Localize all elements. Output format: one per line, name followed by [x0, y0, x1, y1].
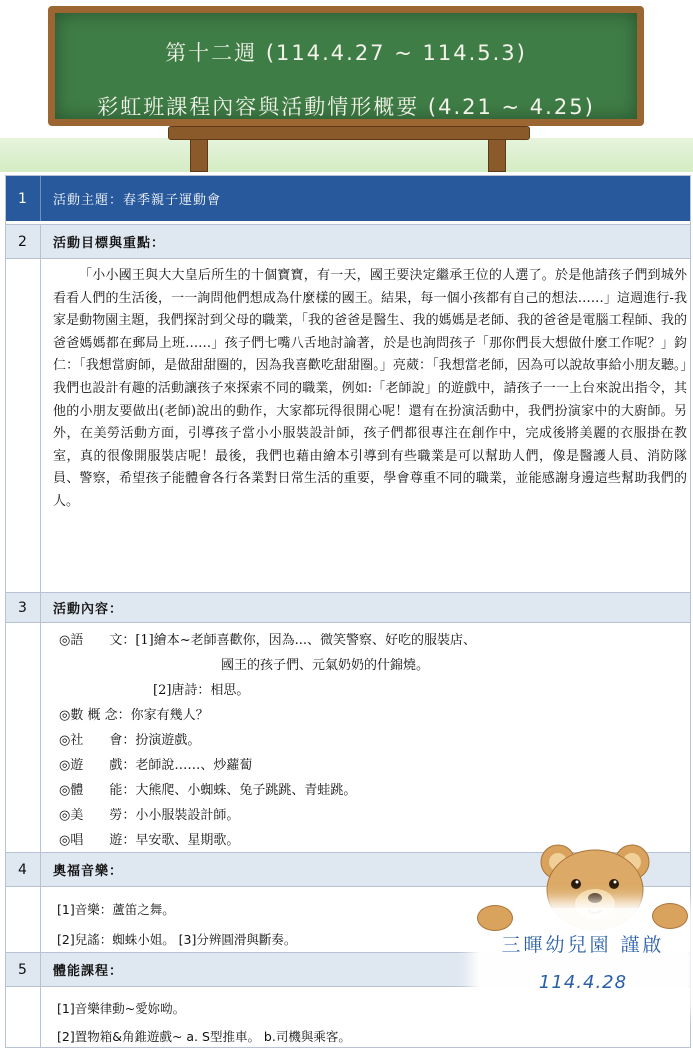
activity-line-social: ◎社 會：扮演遊戲。	[59, 733, 201, 748]
table-border-bottom	[5, 1047, 691, 1048]
section-number: 2	[5, 225, 41, 258]
section-label-activities: 活動內容：	[53, 602, 124, 617]
section-number: 5	[5, 953, 41, 986]
page-title-summary: 彩虹班課程內容與活動情形概要 (4.21 ~ 4.25)	[97, 95, 595, 119]
pe-line-1: [1]音樂律動~愛妳呦。	[57, 1001, 186, 1016]
table-border-right	[690, 175, 691, 1048]
activity-line-pe: ◎體 能：大熊爬、小蜘蛛、兔子跳跳、青蛙跳。	[59, 783, 357, 798]
number-cell-empty	[5, 987, 41, 1048]
orff-line-2: [2]兒謠：蜘蛛小姐。 [3]分辨圓滑與斷奏。	[57, 932, 297, 947]
activity-line-language: ◎語 文：[1]繪本~老師喜歡你，因為...、微笑警察、好吃的服裝店、	[59, 633, 477, 648]
pe-line-2: [2]置物箱&角錐遊戲~ a. S型推車。 b.司機與乘客。	[57, 1029, 351, 1044]
bear-paw-right-icon	[652, 903, 688, 929]
activity-line-math: ◎數 概 念：你家有幾人？	[59, 708, 209, 723]
activity-line-music: ◎唱 遊：早安歌、星期歌。	[59, 833, 240, 848]
section-number: 1	[5, 176, 41, 221]
section-row-2	[5, 224, 691, 258]
header-banner	[0, 0, 693, 172]
easel-crossbar	[168, 126, 530, 140]
section-number: 4	[5, 853, 41, 886]
grass-strip	[0, 138, 693, 172]
number-cell-empty	[5, 887, 41, 952]
section-label-theme: 活動主題：春季親子運動會	[53, 193, 222, 208]
table-border-left	[5, 175, 6, 1048]
sign-date: 114.4.28	[538, 972, 628, 993]
section-label-pe: 體能課程：	[53, 964, 124, 979]
school-name: 三暉幼兒園 謹啟	[501, 934, 665, 956]
activity-line-poem: [2]唐詩：相思。	[153, 683, 250, 698]
orff-line-1: [1]音樂：蘆笛之舞。	[57, 902, 175, 917]
activities-content-row	[5, 622, 691, 852]
section-number: 3	[5, 593, 41, 622]
number-cell-empty	[5, 623, 41, 852]
section-row-1	[5, 175, 691, 221]
goals-content-row	[5, 258, 691, 592]
goals-paragraph: 「小小國王與大大皇后所生的十個寶寶，有一天，國王要決定繼承王位的人選了。於是他請孩子們到城外看看人們的生活後，一一詢問他們想成為什麼樣的國王。結果，每一個小孩都有自己的想法……」這週進行-我家是動物園主題，我們探討到父母的職業，「我的爸爸是醫生、我的媽媽是老師、我的爸爸是電腦工程師、我的爸爸媽媽都在郵局上班……」孩子們七嘴八舌地討論著，於是也詢問孩子「那你們長大想做什麼工作呢？」鈞仁：「我想當廚師，是做甜甜圈的，因為我喜歡吃甜甜圈。」亮葳：「我想當老師，因為可以說故事給小朋友聽。」我們也設計有趣的活動讓孩子來探索不同的職業，例如:「老師說」的遊戲中，請孩子一一上台來說出指令，其他的小朋友要做出(老師)說出的動作，大家都玩得很開心呢！還有在扮演活動中，我們扮演家中的大廚師。另外，在美勞活動方面，引導孩子當小小服裝設計師，孩子們都很專注在創作中，完成後將美麗的衣服掛在教室，真的很像開服裝店呢！最後，我們也藉由繪本引導到有些職業是可以幫助人們，像是醫護人員、消防隊員、警察，希望孩子能體會各行各業對日常生活的重要，學會尊重不同的職業，並能感謝身邊這些幫助我們的人。	[53, 268, 687, 509]
number-cell-empty	[5, 259, 41, 592]
section-label-orff: 奧福音樂：	[53, 864, 124, 879]
activity-line-language-cont: 國王的孩子們、元氣奶奶的什錦燒。	[221, 658, 430, 673]
activity-line-art: ◎美 勞：小小服裝設計師。	[59, 808, 240, 823]
activity-line-game: ◎遊 戲：老師說……、炒蘿蔔	[59, 758, 253, 773]
page-title-week: 第十二週 (114.4.27 ~ 114.5.3)	[165, 41, 527, 65]
section-label-goals: 活動目標與重點：	[53, 236, 166, 251]
section-row-3	[5, 592, 691, 622]
bear-paw-left-icon	[477, 905, 513, 931]
chalkboard	[48, 6, 644, 126]
